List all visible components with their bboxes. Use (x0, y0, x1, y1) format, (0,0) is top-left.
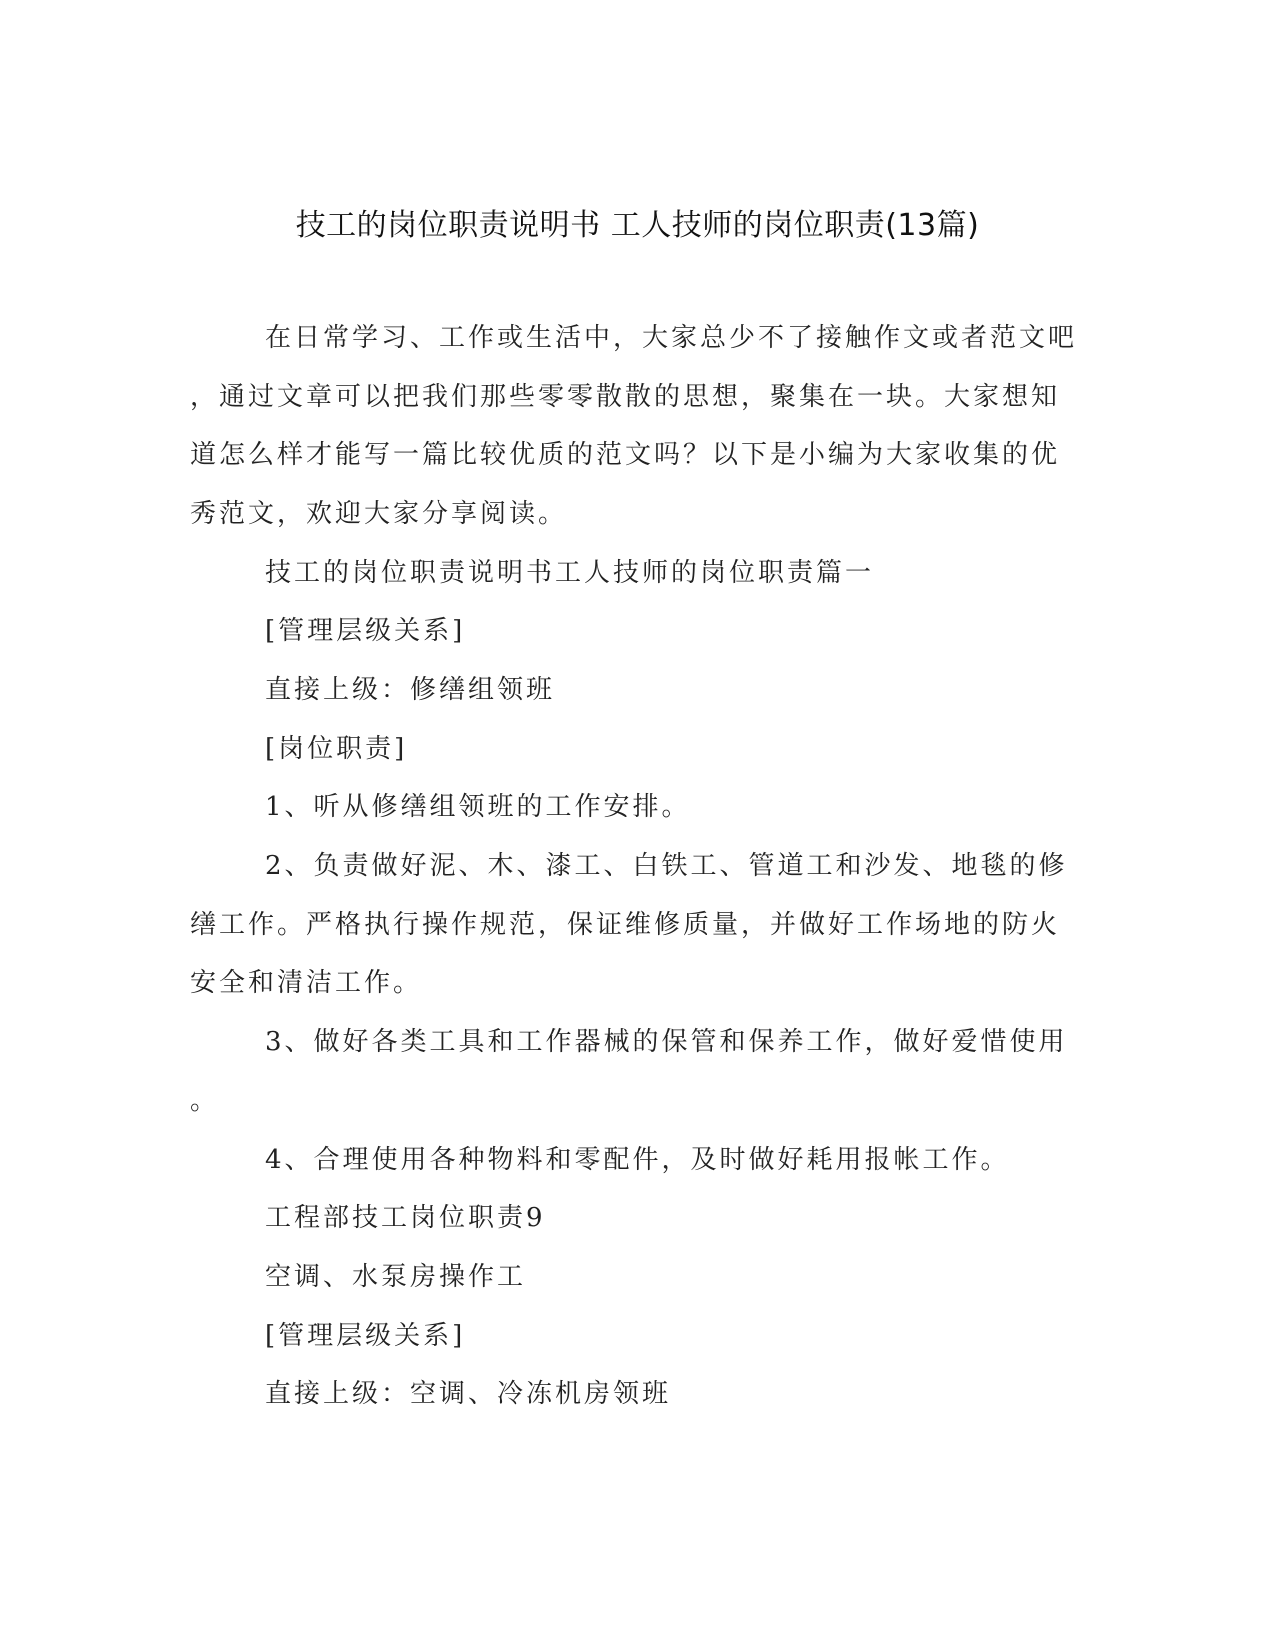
bracket-heading: [岗位职责] (265, 734, 408, 764)
bracket-heading: [管理层级关系] (265, 616, 466, 646)
list-item: 4、合理使用各种物料和零配件，及时做好耗用报帐工作。 (265, 1145, 1010, 1175)
paragraph-line: 安全和清洁工作。 (190, 968, 423, 998)
paragraph-line: 缮工作。严格执行操作规范，保证维修质量，并做好工作场地的防火 (190, 910, 1061, 940)
paragraph-line: 直接上级：修缮组领班 (265, 675, 556, 705)
paragraph-line: 秀范文，欢迎大家分享阅读。 (190, 499, 568, 529)
list-item: 1、听从修缮组领班的工作安排。 (265, 792, 691, 822)
paragraph-line: 道怎么样才能写一篇比较优质的范文吗？以下是小编为大家收集的优 (190, 440, 1061, 470)
bracket-heading: [管理层级关系] (265, 1321, 466, 1351)
section-heading: 工程部技工岗位职责9 (265, 1203, 546, 1233)
list-item: 2、负责做好泥、木、漆工、白铁工、管道工和沙发、地毯的修 (265, 851, 1068, 881)
list-item: 3、做好各类工具和工作器械的保管和保养工作，做好爱惜使用 (265, 1027, 1068, 1057)
paragraph-line: 。 (190, 1086, 220, 1116)
document-title: 技工的岗位职责说明书 工人技师的岗位职责(13篇) (295, 208, 980, 243)
paragraph-line: 空调、水泵房操作工 (265, 1262, 527, 1292)
section-heading: 技工的岗位职责说明书工人技师的岗位职责篇一 (265, 558, 875, 588)
paragraph-line: 在日常学习、工作或生活中，大家总少不了接触作文或者范文吧 (265, 323, 1078, 353)
paragraph-line: 直接上级：空调、冷冻机房领班 (265, 1379, 672, 1409)
paragraph-line: ，通过文章可以把我们那些零零散散的思想，聚集在一块。大家想知 (190, 382, 1061, 412)
